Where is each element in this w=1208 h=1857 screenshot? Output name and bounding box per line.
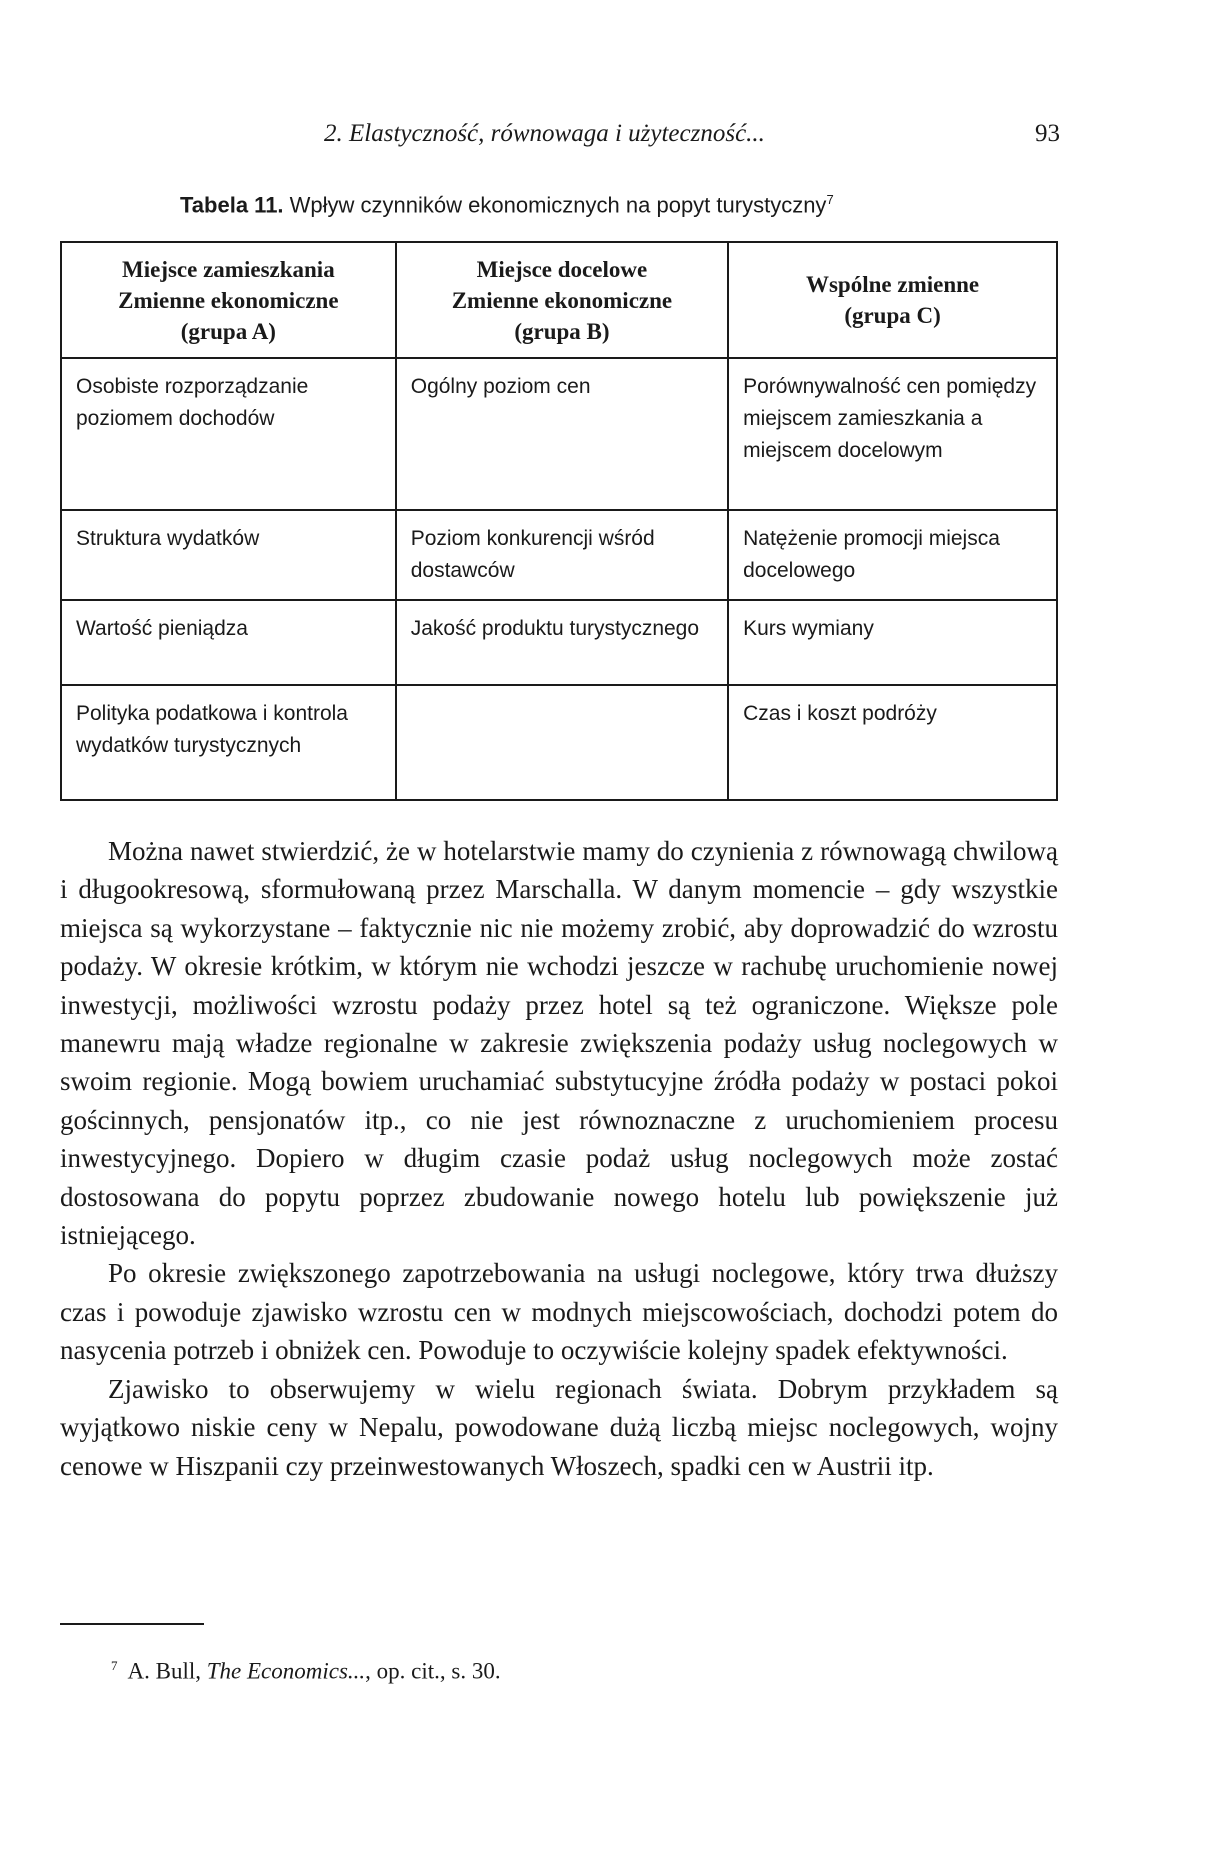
paragraph: Zjawisko to obserwujemy w wielu regionach świata. Dobrym przykładem są wyjątkowo niskie ceny w Nepalu, powodowane dużą liczbą miejsc noclegowych, wojny cenowe w Hiszpanii czy przeinwestowanych Włoszech, spadki cen w Austrii itp. — [60, 1373, 1058, 1481]
table-cell: Jakość produktu turystycznego — [396, 600, 728, 685]
table-cell: Kurs wymiany — [728, 600, 1057, 685]
table-cell — [396, 685, 728, 800]
header-group-c: Wspólne zmienne (grupa C) — [728, 242, 1057, 358]
table-row — [61, 358, 1057, 510]
paragraph: Można nawet stwierdzić, że w hotelarstwie mamy do czynienia z równowagą chwilową i długookresową, sformułowaną przez Marschalla. W danym momencie – gdy wszystkie miejsca są wykorzystane – faktycznie nic nie możemy zrobić, aby doprowadzić do wzrostu podaży. W okresie krótkim, w którym nie wchodzi jeszcze w rachubę uruchomienie nowej inwestycji, możliwości wzrostu podaży przez hotel są też ograniczone. Większe pole manewru mają władze regionalne w zakresie zwiększenia podaży usług noclegowych w swoim regionie. Mogą bowiem uruchamiać substytucyjne źródła podaży w postaci pokoi gościnnych, pensjonatów itp., co nie jest równoznaczne z uruchomieniem procesu inwestycyjnego. Dopiero w długim czasie podaż usług noclegowych może zostać dostosowana do popytu poprzez zbudowanie nowego hotelu lub powiększenie już istniejącego. — [60, 836, 1058, 1251]
table-cell: Natężenie promocji miejsca docelowego — [728, 510, 1057, 600]
table-caption-label: Tabela 11. — [180, 192, 284, 218]
economic-factors-table — [60, 241, 1058, 801]
footnote-ref: 7 — [826, 192, 834, 207]
table-caption — [180, 192, 1080, 218]
footnote-rest: , op. cit., s. 30. — [365, 1658, 501, 1684]
table-cell: Porównywalność cen pomiędzy miejscem zamieszkania a miejscem docelowym — [728, 358, 1057, 510]
paragraph: Po okresie zwiększonego zapotrzebowania na usługi noclegowe, który trwa dłuższy czas i powoduje zjawisko wzrostu cen w modnych miejscowościach, dochodzi potem do nasycenia potrzeb i obniżek cen. Powoduje to oczywiście kolejny spadek efektywności. — [60, 1258, 1058, 1366]
table-cell: Poziom konkurencji wśród dostawców — [396, 510, 728, 600]
header-group-a: Miejsce zamieszkania Zmienne ekonomiczne (grupa A) — [61, 242, 396, 358]
footnote-work-title: The Economics... — [206, 1658, 366, 1684]
header-group-b: Miejsce docelowe Zmienne ekonomiczne (grupa B) — [396, 242, 728, 358]
table-cell: Osobiste rozporządzanie poziomem dochodów — [61, 358, 396, 510]
table-header-row — [61, 242, 1057, 358]
table-cell: Wartość pieniądza — [61, 600, 396, 685]
footnote-author: A. Bull, — [127, 1658, 201, 1684]
table-cell: Polityka podatkowa i kontrola wydatków turystycznych — [61, 685, 396, 800]
table-caption-text: Wpływ czynników ekonomicznych na popyt turystyczny — [289, 192, 827, 218]
body-text — [60, 832, 1058, 1485]
running-head-title: 2. Elastyczność, równowaga i użyteczność... — [324, 120, 765, 147]
table-row — [61, 510, 1057, 600]
footnote-number: 7 — [111, 1658, 118, 1673]
table-cell: Struktura wydatków — [61, 510, 396, 600]
footnote-rule — [60, 1623, 204, 1625]
footnote — [111, 1658, 501, 1685]
table-cell: Ogólny poziom cen — [396, 358, 728, 510]
page-number: 93 — [1035, 120, 1060, 147]
table-cell: Czas i koszt podróży — [728, 685, 1057, 800]
table-row — [61, 685, 1057, 800]
table-row — [61, 600, 1057, 685]
